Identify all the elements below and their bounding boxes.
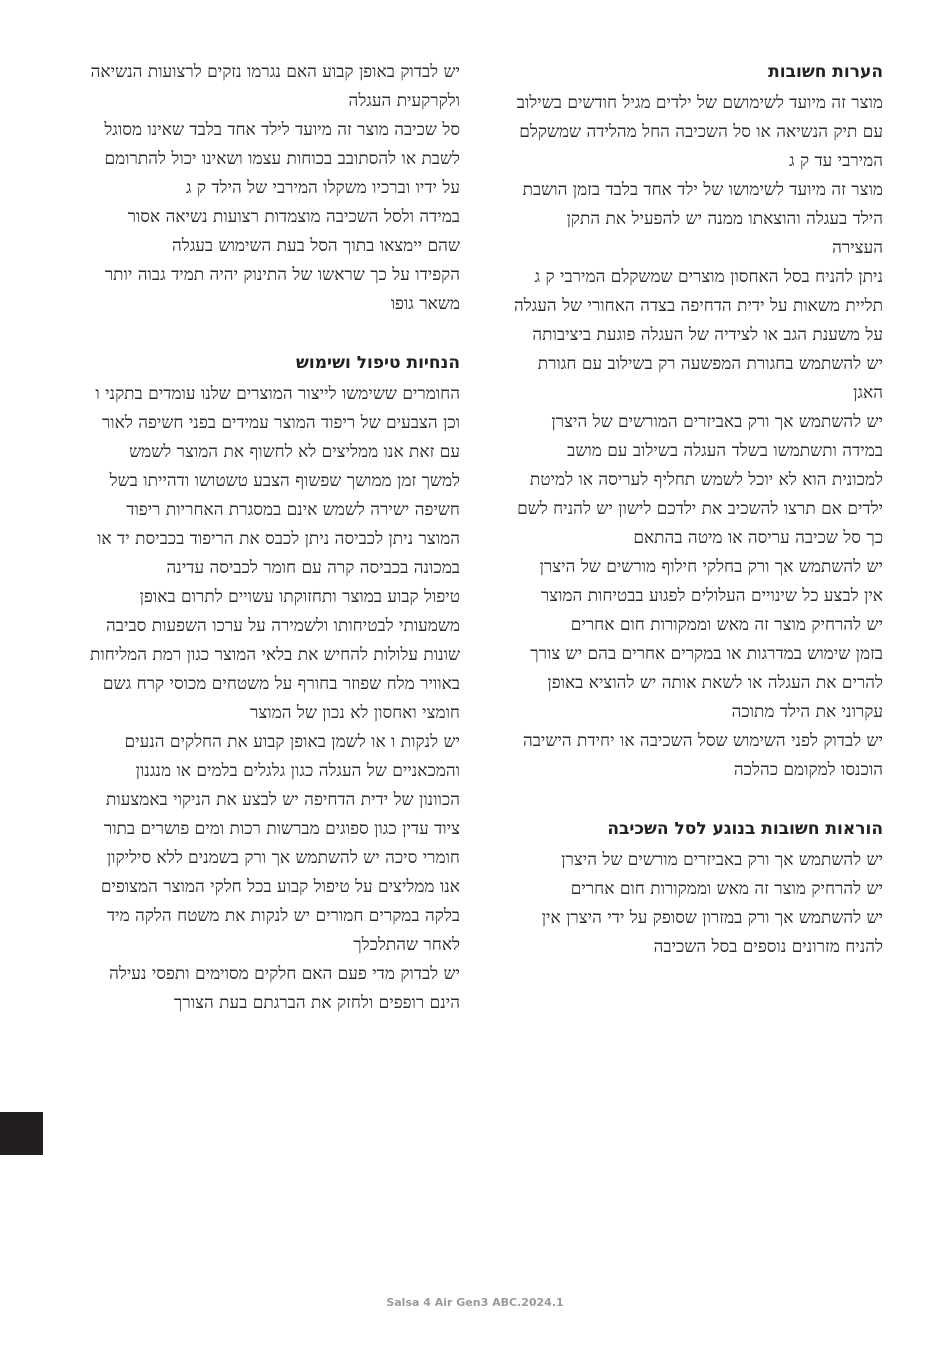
care-and-use-list bbox=[90, 380, 460, 1018]
left-column bbox=[90, 58, 460, 1018]
paragraph: וכן הצבעים של ריפוד המוצר עמידים בפני חשיפה לאור עם זאת אנו ממליצים לא לחשוף את המוצר לשמש למשך זמן ממושך שפשוף הצבע טשטושו ודהייתו בשל חשיפה ישירה לשמש אינם במסגרת האחריות ריפוד המוצר ניתן לכביסה ניתן לכבס את הריפוד בכביסת יד או במכונה בכביסה קרה עם חומר לכביסה עדינה bbox=[97, 413, 460, 578]
paragraph: יש להשתמש בחגורת המפשעה רק בשילוב עם חגורת האגן bbox=[537, 354, 883, 403]
carrycot-notes-list bbox=[90, 58, 460, 319]
paragraph: יש להשתמש אך ורק בחלקי חילוף מורשים של היצרן bbox=[539, 557, 883, 577]
paragraph: בזמן שימוש במדרגות או במקרים אחרים בהם יש צורך להרים את העגלה או לשאת אותה יש להוציא באופן עקרוני את הילד מתוכה bbox=[530, 644, 883, 722]
paragraph: אנו ממליצים על טיפול קבוע בכל חלקי המוצר המצופים בלקה במקרים חמורים יש לנקות את משטח הלקה מיד לאחר שהתלכלך bbox=[100, 877, 460, 955]
paragraph: מוצר זה מיועד לשימושם של ילדים מגיל חודשים בשילוב עם תיק הנשיאה או סל השכיבה החל מהלידה שמשקלם המירבי עד ק ג bbox=[516, 93, 883, 171]
paragraph: טיפול קבוע במוצר ותחזוקתו עשויים לתרום באופן משמעותי לבטיחותו ולשמירה על ערכו השפעות סביבה שונות עלולות להחיש את בלאי המוצר כגון רמת המליחות באוויר מלח שפוזר בחורף על משטחים מכוסי קרח גשם חומצי ואחסון לא נכון של המוצר bbox=[89, 587, 460, 723]
paragraph: יש להשתמש אך ורק במזרון שסופק על ידי היצרן אין להניח מזרונים נוספים בסל השכיבה bbox=[541, 908, 883, 957]
carrycot-instructions-list bbox=[513, 846, 883, 962]
paragraph: ניתן להניח בסל האחסון מוצרים שמשקלם המירבי ק ג bbox=[534, 267, 883, 287]
section-heading-carrycot-instructions: הוראות חשובות בנוגע לסל השכיבה bbox=[607, 819, 883, 839]
paragraph: במידה ותשתמשו בשלד העגלה בשילוב עם מושב למכונית הוא לא יוכל לשמש תחליף לעריסה או למיטת ילדים אם תרצו להשכיב את ילדכם לישון יש להניח לשם כך סל שכיבה עריסה או מיטה בהתאם bbox=[517, 441, 883, 548]
paragraph: מוצר זה מיועד לשימושו של ילד אחד בלבד בזמן הושבת הילד בעגלה והוצאתו ממנה יש להפעיל את התקן העצירה bbox=[522, 180, 883, 258]
paragraph: הקפידו על כך שראשו של התינוק יהיה תמיד גבוה יותר משאר גופו bbox=[104, 265, 460, 314]
section-heading-important-notes: הערות חשובות bbox=[768, 62, 883, 82]
paragraph: יש להשתמש אך ורק באביזרים מורשים של היצרן bbox=[561, 850, 883, 870]
paragraph: תליית משאות על ידית הדחיפה בצדה האחורי של העגלה על משענת הגב או לצידיה של העגלה פוגעת ביציבותה bbox=[513, 296, 883, 345]
paragraph: יש להרחיק מוצר זה מאש וממקורות חום אחרים bbox=[570, 615, 883, 635]
paragraph: יש להרחיק מוצר זה מאש וממקורות חום אחרים bbox=[570, 879, 883, 899]
paragraph: אין לבצע כל שינויים העלולים לפגוע בבטיחות המוצר bbox=[540, 586, 883, 606]
paragraph: החומרים ששימשו לייצור המוצרים שלנו עומדים בתקני ו bbox=[95, 384, 460, 404]
paragraph: סל שכיבה מוצר זה מיועד לילד אחד בלבד שאינו מסוגל לשבת או להסתובב בכוחות עצמו ושאינו יכול להתרומם על ידיו וברכיו משקלו המירבי של הילד ק ג bbox=[104, 120, 460, 198]
paragraph: יש לבדוק באופן קבוע האם נגרמו נזקים לרצועות הנשיאה ולקרקעית העגלה bbox=[90, 62, 460, 111]
page-footer: Salsa 4 Air Gen3 ABC.2024.1 bbox=[386, 1296, 564, 1309]
paragraph: יש לבדוק מדי פעם האם חלקים מסוימים ותפסי נעילה הינם רופפים ולחזק את הברגתם בעת הצורך bbox=[109, 964, 460, 1013]
paragraph: יש לבדוק לפני השימוש שסל השכיבה או יחידת הישיבה הוכנסו למקומם כהלכה bbox=[522, 731, 883, 780]
right-column bbox=[513, 58, 883, 962]
paragraph: במידה ולסל השכיבה מוצמדות רצועות נשיאה אסור שהם יימצאו בתוך הסל בעת השימוש בעגלה bbox=[127, 207, 460, 256]
paragraph: יש לנקות ו או לשמן באופן קבוע את החלקים הנעים והמכאניים של העגלה כגון גלגלים בלמים או מנגנון הכוונון של ידית הדחיפה יש לבצע את הניקוי באמצעות ציוד עדין כגון ספוגים מברשות רכות ומים פושרים בתור חומרי סיכה יש להשתמש אך ורק בשמנים ללא סיליקון bbox=[103, 732, 460, 868]
paragraph: יש להשתמש אך ורק באביזרים המורשים של היצרן bbox=[551, 412, 883, 432]
page-edge-tab bbox=[0, 1112, 43, 1155]
section-heading-care-and-use: הנחיות טיפול ושימוש bbox=[296, 353, 460, 373]
important-notes-list bbox=[513, 89, 883, 785]
